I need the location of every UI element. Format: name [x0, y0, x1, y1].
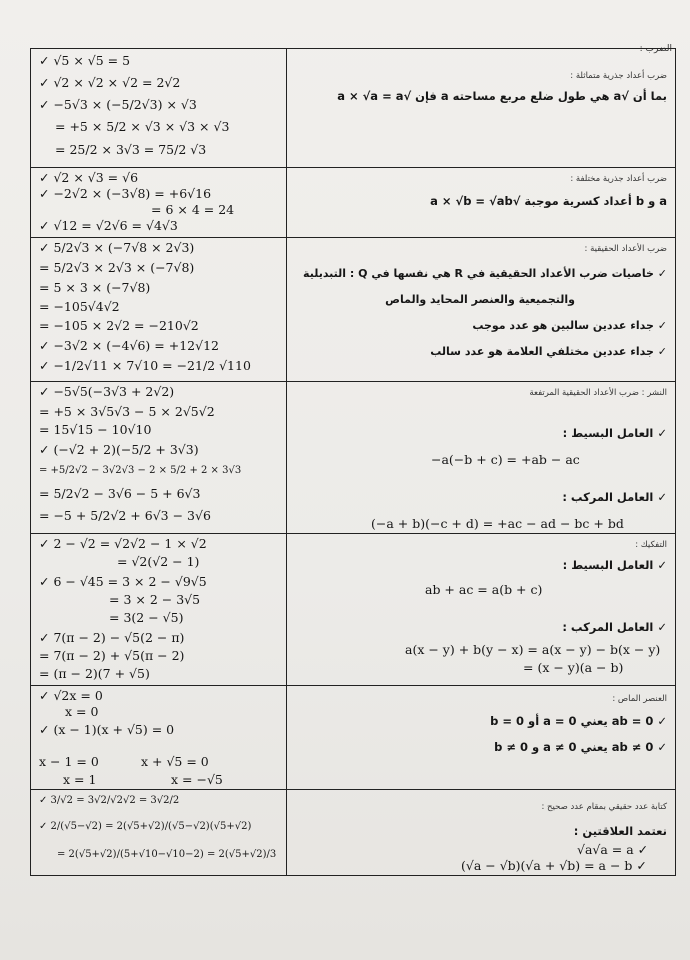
- math-line: = 5/2√2 − 3√6 − 5 + 6√3: [39, 486, 201, 501]
- math-line: ✓ −2√2 × (−3√8) = +6√16: [39, 186, 212, 201]
- math-line: ✓ 5/2√3 × (−7√8 × 2√3): [39, 240, 195, 255]
- math-line: ✓ √2 × √2 × √2 = 2√2: [39, 75, 181, 90]
- math-line: ✓ √2 × √3 = √6: [39, 170, 139, 185]
- math-line: ✓ 2 − √2 = √2√2 − 1 × √2: [39, 536, 207, 551]
- math-line: ✓ 6 − √45 = 3 × 2 − √9√5: [39, 574, 207, 589]
- math-line: = 15√15 − 10√10: [39, 422, 152, 437]
- table-row: [31, 789, 675, 875]
- math-line: ✓ −5√3 × (−5/2√3) × √3: [39, 97, 197, 112]
- math-line: = 7(π − 2) + √5(π − 2): [39, 648, 185, 663]
- math-line: = 6 × 4 = 24: [151, 202, 235, 217]
- math-line: ✓ 2/(√5−√2) = 2(√5+√2)/(√5−√2)(√5+√2): [39, 821, 252, 832]
- table-row: [31, 49, 675, 167]
- content-table: [30, 48, 676, 876]
- section-header: ضرب أعداد جذرية متماثلة :: [570, 71, 667, 81]
- math-line: ✓ 3/√2 = 3√2/√2√2 = 3√2/2: [39, 795, 180, 806]
- math-line: x + √5 = 0: [141, 754, 209, 769]
- page-label: الضرب :: [639, 44, 672, 54]
- rule-text: a و b أعداد كسرية موجبة √a × √b = √ab: [430, 194, 667, 208]
- math-line: ✓ (x − 1)(x + √5) = 0: [39, 722, 175, 737]
- formula-text: −a(−b + c) = +ab − ac: [431, 452, 580, 467]
- math-line: = −105√4√2: [39, 299, 120, 314]
- table-row: [31, 237, 675, 381]
- math-line: ✓ √2x = 0: [39, 688, 103, 703]
- rule-text: ✓ ab = 0 يعني a = 0 أو b = 0: [490, 714, 667, 728]
- formula-text: ab + ac = a(b + c): [425, 582, 543, 597]
- section-header: ضرب أعداد جذرية مختلفة :: [570, 174, 667, 184]
- section-header: النشر : ضرب الأعداد الحقيقية المرتفعة: [529, 388, 667, 398]
- table-row: [31, 381, 675, 533]
- rule-text: ✓ العامل المركب :: [562, 490, 667, 504]
- table-row: [31, 167, 675, 237]
- math-line: = 25/2 × 3√3 = 75/2 √3: [55, 142, 207, 157]
- math-line: = 5/2√3 × 2√3 × (−7√8): [39, 260, 195, 275]
- rule-text: ✓ ab ≠ 0 يعني a ≠ 0 و b ≠ 0: [494, 740, 667, 754]
- math-line: = 3(2 − √5): [109, 610, 184, 625]
- math-line: = −105 × 2√2 = −210√2: [39, 318, 199, 333]
- rule-text: بما أن √a هي طول ضلع مربع مساحته a فإن √a × √a = a: [337, 89, 667, 103]
- section-header: كتابة عدد حقيقي بمقام عدد صحيح :: [541, 802, 667, 812]
- section-header: التفكيك :: [635, 540, 667, 550]
- formula-text: √a√a = a ✓: [577, 842, 649, 857]
- math-line: ✓ (−√2 + 2)(−5/2 + 3√3): [39, 442, 199, 457]
- math-line: x = 1: [63, 772, 97, 787]
- rule-text: ✓ العامل المركب :: [562, 620, 667, 634]
- rule-text: نعتمد العلاقتين :: [573, 824, 667, 838]
- math-line: = +5 × 5/2 × √3 × √3 × √3: [55, 119, 230, 134]
- math-line: = +5 × 3√5√3 − 5 × 2√5√2: [39, 404, 215, 419]
- rule-text: ✓ جداء عددين مختلفي العلامة هو عدد سالب: [430, 345, 667, 358]
- rule-text: ✓ العامل البسيط :: [562, 426, 667, 440]
- table-row: [31, 685, 675, 789]
- rule-text: والتجميعية والعنصر المحايد والماص: [385, 293, 575, 306]
- math-line: x = 0: [65, 704, 99, 719]
- math-line: = (π − 2)(7 + √5): [39, 666, 150, 681]
- rule-text: ✓ خاصيات ضرب الأعداد الحقيقية في R هي نفسها في Q : التبديلية: [303, 267, 667, 280]
- math-line: = +5/2√2 − 3√2√3 − 2 × 5/2 + 2 × 3√3: [39, 465, 242, 476]
- table-row: [31, 533, 675, 685]
- rule-text: ✓ جداء عددين سالبين هو عدد موجب: [472, 319, 667, 332]
- math-line: ✓ √5 × √5 = 5: [39, 53, 131, 68]
- math-line: = −5 + 5/2√2 + 6√3 − 3√6: [39, 508, 211, 523]
- math-line: = 3 × 2 − 3√5: [109, 592, 201, 607]
- math-line: ✓ −3√2 × (−4√6) = +12√12: [39, 338, 219, 353]
- formula-text: = (x − y)(a − b): [523, 660, 624, 675]
- formula-text: a(x − y) + b(y − x) = a(x − y) − b(x − y): [405, 642, 661, 657]
- math-line: ✓ −1/2√11 × 7√10 = −21/2 √110: [39, 358, 251, 373]
- section-header: ضرب الأعداد الحقيقية :: [584, 244, 667, 254]
- math-line: ✓ √12 = √2√6 = √4√3: [39, 218, 178, 233]
- math-line: = 5 × 3 × (−7√8): [39, 280, 151, 295]
- math-line: x = −√5: [171, 772, 223, 787]
- math-line: ✓ −5√5(−3√3 + 2√2): [39, 384, 175, 399]
- rule-text: ✓ العامل البسيط :: [562, 558, 667, 572]
- math-line: ✓ 7(π − 2) − √5(2 − π): [39, 630, 185, 645]
- formula-text: (−a + b)(−c + d) = +ac − ad − bc + bd: [371, 516, 624, 531]
- math-line: = √2(√2 − 1): [117, 554, 200, 569]
- section-header: العنصر الماص :: [612, 694, 667, 704]
- formula-text: (√a − √b)(√a + √b) = a − b ✓: [461, 858, 647, 873]
- math-line: x − 1 = 0: [39, 754, 99, 769]
- math-line: = 2(√5+√2)/(5+√10−√10−2) = 2(√5+√2)/3: [57, 849, 277, 860]
